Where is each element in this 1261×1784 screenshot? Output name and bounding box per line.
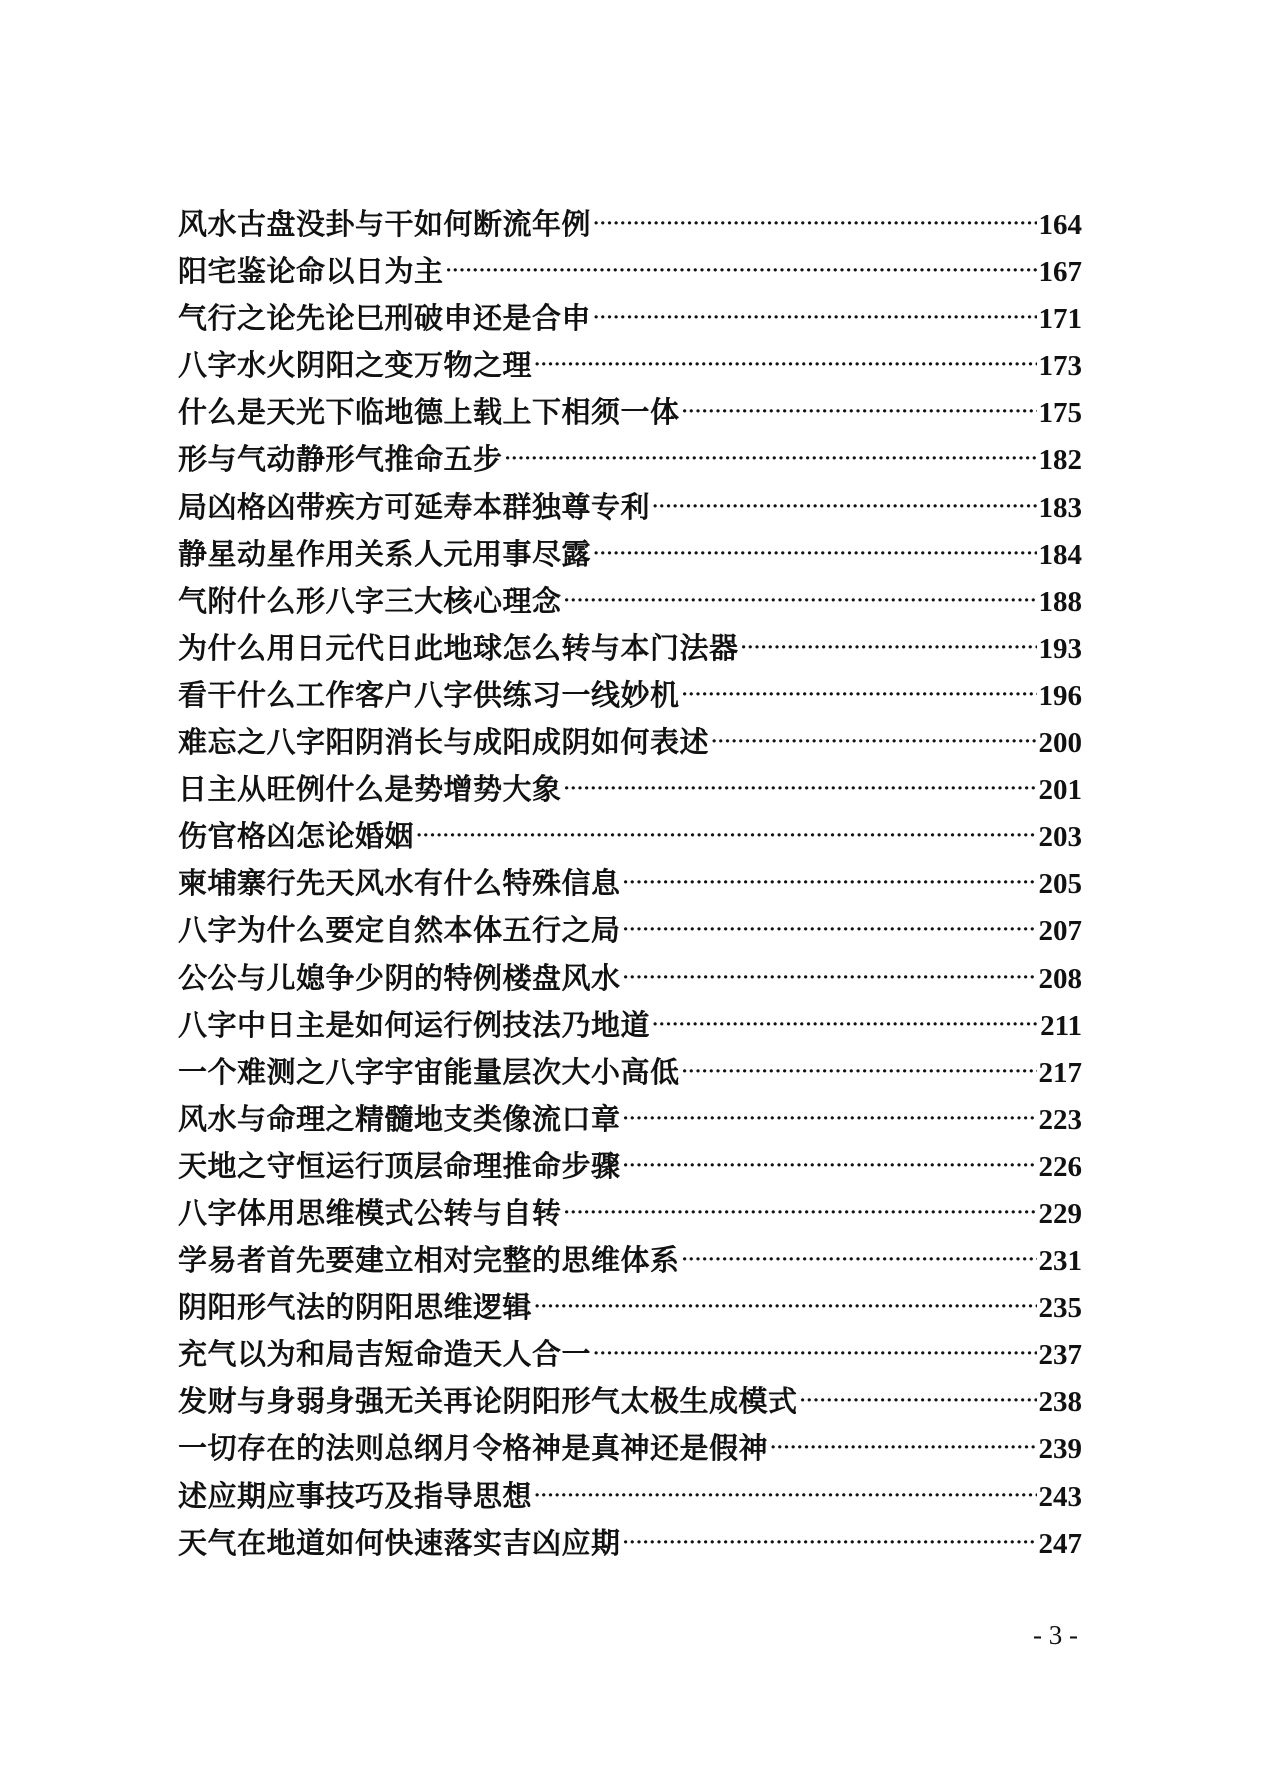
toc-dot-leader — [623, 1519, 1037, 1566]
toc-entry[interactable] — [178, 766, 1082, 813]
toc-entry-page: 243 — [1038, 1480, 1082, 1513]
toc-entry-page: 183 — [1038, 491, 1082, 524]
toc-entry-title: 风水古盘没卦与干如何断流年例 — [178, 207, 592, 241]
toc-entry-page: 205 — [1038, 868, 1082, 901]
toc-entry-page: 184 — [1038, 538, 1082, 571]
toc-entry-title: 阳宅鉴论命以日为主 — [178, 254, 444, 289]
toc-entry[interactable] — [178, 1237, 1082, 1284]
toc-entry-title: 伤官格凶怎论婚姻 — [178, 819, 415, 854]
toc-entry-page: 239 — [1038, 1433, 1082, 1466]
toc-entry[interactable] — [178, 907, 1082, 954]
toc-dot-leader — [593, 200, 1036, 247]
toc-entry[interactable] — [178, 248, 1082, 295]
toc-entry-page: 167 — [1038, 256, 1082, 289]
toc-entry[interactable] — [178, 860, 1082, 907]
toc-entry[interactable] — [178, 531, 1082, 578]
toc-dot-leader — [416, 812, 1036, 859]
toc-entry-page: 201 — [1038, 774, 1082, 807]
toc-dot-leader — [564, 765, 1037, 812]
toc-dot-leader — [505, 435, 1037, 482]
toc-entry[interactable] — [178, 295, 1082, 342]
toc-entry-page: 182 — [1038, 444, 1082, 477]
toc-dot-leader — [446, 247, 1037, 294]
toc-dot-leader — [682, 388, 1037, 435]
toc-entry-title: 气行之论先论巳刑破申还是合申 — [178, 301, 592, 336]
toc-entry-page: 211 — [1040, 1009, 1082, 1042]
toc-entry-page: 229 — [1038, 1197, 1082, 1230]
toc-entry-title: 学易者首先要建立相对完整的思维体系 — [178, 1243, 680, 1278]
toc-dot-leader — [593, 530, 1036, 577]
toc-entry-page: 231 — [1038, 1245, 1082, 1278]
toc-entry-page: 217 — [1038, 1056, 1082, 1089]
toc-entry[interactable] — [178, 342, 1082, 389]
toc-entry[interactable] — [178, 1002, 1082, 1049]
toc-dot-leader — [623, 859, 1037, 906]
toc-entry-page: 175 — [1038, 397, 1082, 430]
toc-entry-title: 八字为什么要定自然本体五行之局 — [178, 913, 621, 948]
toc-entry[interactable] — [178, 484, 1082, 531]
toc-entry-title: 天地之守恒运行顶层命理推命步骤 — [178, 1148, 621, 1183]
toc-entry[interactable] — [178, 1473, 1082, 1520]
toc-dot-leader — [593, 1330, 1036, 1377]
toc-dot-leader — [534, 1283, 1036, 1330]
toc-entry-title: 八字中日主是如何运行例技法乃地道 — [178, 1007, 651, 1042]
toc-entry[interactable] — [178, 389, 1082, 436]
toc-entry[interactable] — [178, 578, 1082, 625]
toc-entry-page: 237 — [1038, 1339, 1082, 1372]
toc-entry-title: 形与气动静形气推命五步 — [178, 442, 503, 477]
toc-entry[interactable] — [178, 1143, 1082, 1190]
toc-entry-title: 看干什么工作客户八字供练习一线妙机 — [178, 677, 680, 712]
toc-entry-title: 局凶格凶带疾方可延寿本群独尊专利 — [178, 489, 651, 524]
toc-dot-leader — [564, 577, 1037, 624]
toc-entry-title: 什么是天光下临地德上载上下相须一体 — [178, 395, 680, 430]
toc-entry[interactable] — [178, 1378, 1082, 1425]
toc-entry-title: 公公与儿媳争少阴的特例楼盘风水 — [178, 960, 621, 995]
toc-entry-page: 171 — [1038, 303, 1082, 336]
toc-entry[interactable] — [178, 813, 1082, 860]
toc-entry-title: 为什么用日元代日此地球怎么转与本门法器 — [178, 630, 739, 665]
toc-dot-leader — [682, 1048, 1037, 1095]
toc-entry-title: 八字水火阴阳之变万物之理 — [178, 348, 533, 383]
toc-entry[interactable] — [178, 1331, 1082, 1378]
toc-entry-title: 一切存在的法则总纲月令格神是真神还是假神 — [178, 1431, 769, 1466]
toc-entry-page: 188 — [1038, 585, 1082, 618]
toc-entry-title: 柬埔寨行先天风水有什么特殊信息 — [178, 866, 621, 901]
toc-entry[interactable] — [178, 1425, 1082, 1472]
toc-entry-title: 难忘之八字阳阴消长与成阳成阴如何表述 — [178, 725, 710, 760]
toc-dot-leader — [623, 954, 1037, 1001]
toc-entry-page: 173 — [1038, 350, 1082, 383]
toc-dot-leader — [682, 671, 1037, 718]
toc-entry[interactable] — [178, 1520, 1082, 1567]
toc-dot-leader — [652, 1001, 1038, 1048]
toc-dot-leader — [623, 906, 1037, 953]
toc-dot-leader — [741, 624, 1037, 671]
toc-entry[interactable] — [178, 625, 1082, 672]
toc-dot-leader — [711, 718, 1036, 765]
toc-entry-title: 风水与命理之精髓地支类像流口章 — [178, 1101, 621, 1136]
toc-entry-page: 200 — [1038, 727, 1082, 760]
toc-entry-title: 天气在地道如何快速落实吉凶应期 — [178, 1525, 621, 1560]
toc-entry-title: 八字体用思维模式公转与自转 — [178, 1195, 562, 1230]
toc-entry[interactable] — [178, 955, 1082, 1002]
toc-entry-page: 203 — [1038, 821, 1082, 854]
toc-entry[interactable] — [178, 672, 1082, 719]
toc-dot-leader — [623, 1095, 1037, 1142]
toc-entry-title: 日主从旺例什么是势增势大象 — [178, 772, 562, 807]
toc-entry-title: 发财与身弱身强无关再论阴阳形气太极生成模式 — [178, 1384, 798, 1419]
toc-dot-leader — [564, 1189, 1037, 1236]
toc-entry-page: 207 — [1038, 915, 1082, 948]
toc-entry-page: 193 — [1038, 632, 1082, 665]
toc-entry[interactable] — [178, 1096, 1082, 1143]
toc-entry[interactable] — [178, 1190, 1082, 1237]
toc-entry-page: 235 — [1038, 1292, 1082, 1325]
toc-dot-leader — [534, 1472, 1036, 1519]
toc-entry[interactable] — [178, 1284, 1082, 1331]
toc-dot-leader — [770, 1424, 1036, 1471]
toc-dot-leader — [800, 1377, 1037, 1424]
toc-dot-leader — [652, 483, 1036, 530]
toc-entry-page: 223 — [1038, 1103, 1082, 1136]
toc-entry-page: 238 — [1038, 1386, 1082, 1419]
toc-entry[interactable] — [178, 719, 1082, 766]
toc-dot-leader — [623, 1142, 1037, 1189]
toc-dot-leader — [682, 1236, 1037, 1283]
toc-entry-page: 247 — [1038, 1527, 1082, 1560]
toc-entry-title: 一个难测之八字宇宙能量层次大小高低 — [178, 1054, 680, 1089]
toc-dot-leader — [534, 341, 1036, 388]
toc-entry-title: 充气以为和局吉短命造天人合一 — [178, 1337, 592, 1372]
toc-entry-title: 述应期应事技巧及指导思想 — [178, 1478, 533, 1513]
toc-entry-title: 静星动星作用关系人元用事尽露 — [178, 536, 592, 571]
page-number: - 3 - — [1033, 1620, 1078, 1650]
table-of-contents — [178, 201, 1082, 1567]
toc-entry-page: 196 — [1038, 679, 1082, 712]
toc-entry-page: 226 — [1038, 1150, 1082, 1183]
toc-entry-title: 气附什么形八字三大核心理念 — [178, 583, 562, 618]
toc-entry-title: 阴阳形气法的阴阳思维逻辑 — [178, 1290, 533, 1325]
toc-entry-page: 208 — [1038, 962, 1082, 995]
toc-entry[interactable] — [178, 1049, 1082, 1096]
toc-entry[interactable] — [178, 436, 1082, 483]
toc-entry-page: 164 — [1038, 209, 1082, 241]
toc-entry[interactable] — [178, 201, 1082, 248]
toc-dot-leader — [593, 294, 1036, 341]
